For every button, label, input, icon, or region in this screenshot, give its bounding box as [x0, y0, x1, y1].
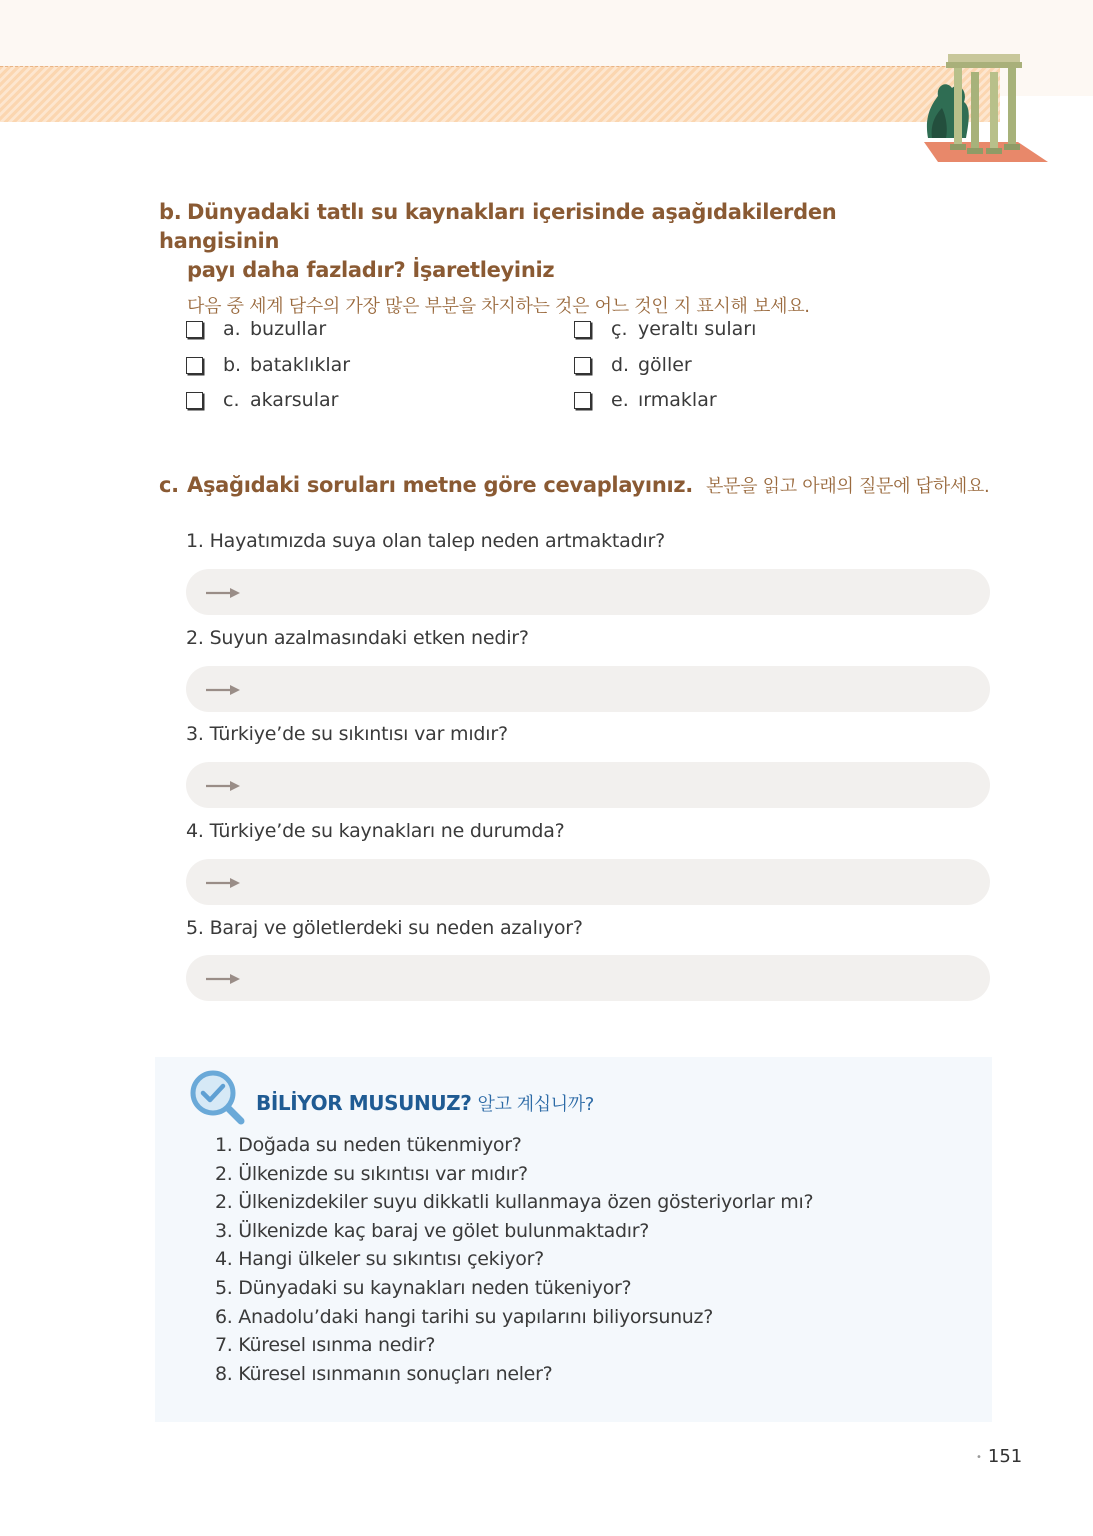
arrow-right-icon	[206, 587, 242, 599]
sub-question-2: 2. Suyun azalmasındaki etken nedir?	[186, 627, 529, 649]
list-item: 5. Dünyadaki su kaynakları neden tükeniyor?	[215, 1276, 632, 1299]
list-item: 2. Ülkenizdekiler suyu dikkatli kullanmaya özen gösteriyorlar mı?	[215, 1191, 814, 1214]
option-letter: a.	[223, 318, 241, 340]
option-letter: ç.	[611, 318, 628, 340]
sub-question-3: 3. Türkiye’de su sıkıntısı var mıdır?	[186, 723, 508, 745]
list-item: 8. Küresel ısınmanın sonuçları neler?	[215, 1362, 553, 1385]
answer-field-3[interactable]	[186, 762, 990, 808]
option-letter: b.	[223, 354, 242, 376]
question-c-title	[159, 471, 1039, 501]
header-stripe	[0, 66, 1000, 122]
page-dot-icon: •	[976, 1451, 982, 1463]
ancient-ruins-icon	[918, 46, 1050, 166]
question-b-letter: b.	[159, 200, 182, 224]
question-c-korean: 본문을 읽고 아래의 질문에 답하세요.	[706, 476, 990, 497]
sub-question-5: 5. Baraj ve göletlerdeki su neden azalıyor?	[186, 917, 583, 939]
list-item: 7. Küresel ısınma nedir?	[215, 1334, 436, 1357]
checkbox[interactable]	[186, 392, 203, 409]
answer-field-4[interactable]	[186, 859, 990, 905]
arrow-right-icon	[206, 877, 242, 889]
arrow-right-icon	[206, 684, 242, 696]
option-text: ırmaklar	[638, 389, 717, 411]
sub-question-1: 1. Hayatımızda suya olan talep neden artmaktadır?	[186, 530, 666, 552]
option-text: bataklıklar	[250, 354, 351, 376]
info-title-korean: 알고 계십니까?	[477, 1094, 594, 1115]
checkbox[interactable]	[186, 321, 203, 338]
page-number	[976, 1446, 1022, 1467]
list-item: 1. Doğada su neden tükenmiyor?	[215, 1134, 522, 1156]
answer-field-2[interactable]	[186, 666, 990, 712]
info-title	[256, 1090, 594, 1116]
checkbox[interactable]	[574, 392, 591, 409]
option-c-cedilla[interactable]	[574, 314, 756, 344]
list-item: 3. Ülkenizde kaç baraj ve gölet bulunmaktadır?	[215, 1219, 649, 1242]
option-d[interactable]	[574, 350, 692, 380]
info-title-text: BİLİYOR MUSUNUZ?	[256, 1091, 472, 1115]
question-b-line1: Dünyadaki tatlı su kaynakları içerisinde aşağıdakilerden hangisinin	[159, 200, 837, 253]
option-letter: c.	[223, 389, 240, 411]
option-b[interactable]	[186, 350, 350, 380]
question-c-text: Aşağıdaki soruları metne göre cevaplayınız.	[187, 473, 693, 497]
option-text: yeraltı suları	[638, 318, 757, 340]
answer-field-5[interactable]	[186, 955, 990, 1001]
option-c[interactable]	[186, 385, 338, 415]
page-number-value: 151	[987, 1446, 1023, 1467]
list-item: 6. Anadolu’daki hangi tarihi su yapılarını biliyorsunuz?	[215, 1305, 714, 1328]
sub-question-4: 4. Türkiye’de su kaynakları ne durumda?	[186, 820, 565, 842]
option-text: göller	[638, 354, 692, 376]
checkbox[interactable]	[574, 357, 591, 374]
answer-field-1[interactable]	[186, 569, 990, 615]
list-item: 2. Ülkenizde su sıkıntısı var mıdır?	[215, 1162, 528, 1185]
list-item: 4. Hangi ülkeler su sıkıntısı çekiyor?	[215, 1248, 544, 1271]
arrow-right-icon	[206, 973, 242, 985]
question-b-title	[159, 198, 959, 321]
question-c-letter: c.	[159, 473, 179, 497]
option-text: akarsular	[250, 389, 339, 411]
option-letter: e.	[611, 389, 629, 411]
magnifier-check-icon	[189, 1069, 247, 1127]
question-b-korean: 다음 중 세계 담수의 가장 많은 부분을 차지하는 것은 어느 것인 지 표시해 보세요.	[187, 296, 810, 317]
option-text: buzullar	[250, 318, 327, 340]
option-letter: d.	[611, 354, 630, 376]
option-e[interactable]	[574, 385, 717, 415]
option-a[interactable]	[186, 314, 326, 344]
arrow-right-icon	[206, 780, 242, 792]
checkbox[interactable]	[186, 357, 203, 374]
question-b-line2: payı daha fazladır? İşaretleyiniz	[187, 258, 555, 282]
checkbox[interactable]	[574, 321, 591, 338]
info-list	[215, 1131, 813, 1388]
header-dash-line	[0, 66, 960, 67]
